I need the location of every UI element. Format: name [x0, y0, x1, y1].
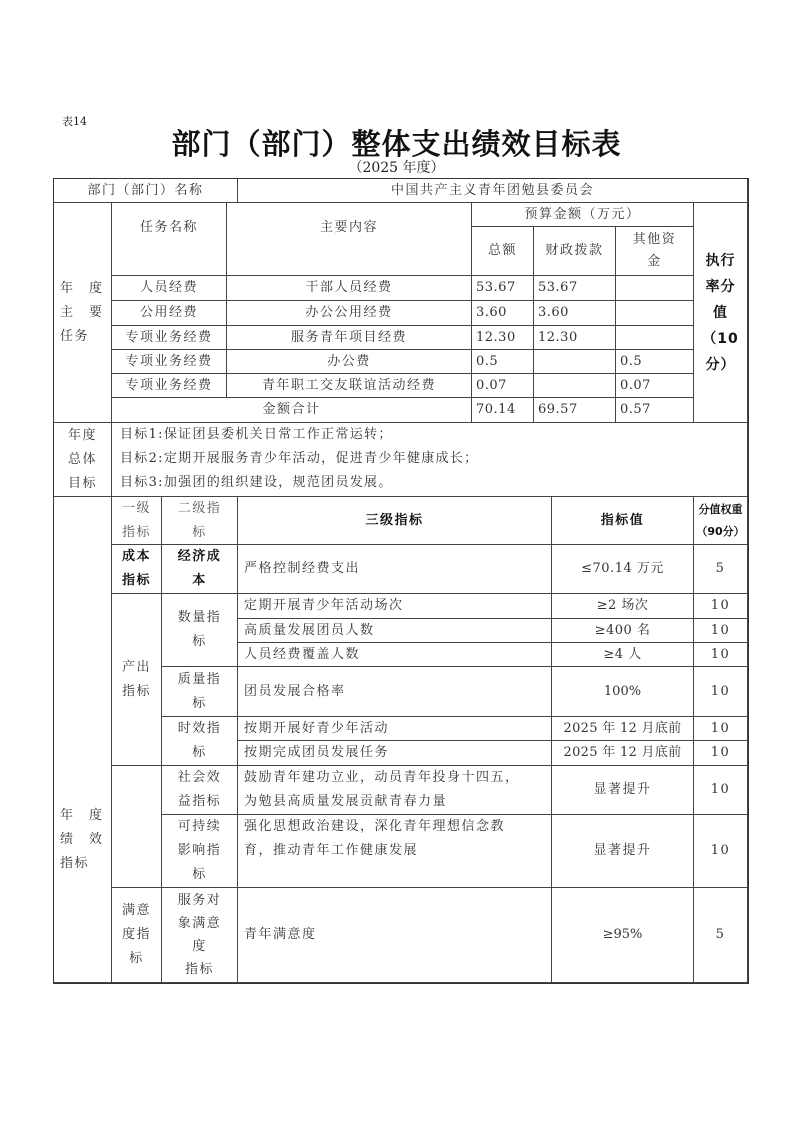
- social-value: 显著提升: [551, 765, 694, 815]
- satisfaction-level1-line: 满意: [121, 903, 151, 918]
- quantity-level2: [161, 593, 238, 667]
- satisfaction-level2: [161, 887, 238, 983]
- effect-level1: [111, 765, 162, 888]
- exec-rate-line: （10: [702, 330, 739, 347]
- task-row-total: 53.67: [471, 275, 534, 301]
- col-header-fiscal: 财政拨款: [533, 226, 616, 276]
- sustain-level2-line: 影响指: [177, 843, 222, 858]
- quantity-weight: 10: [693, 593, 748, 619]
- goal-item: 目标3:加强团的组织建设，规范团员发展。: [120, 475, 393, 490]
- task-row-total: 0.5: [471, 349, 534, 374]
- goal-item: 目标2:定期开展服务青少年活动，促进青少年健康成长；: [120, 451, 479, 466]
- col-header-level1: [111, 496, 162, 545]
- output-level1: [111, 593, 162, 766]
- col-header-weight-line: （90分）: [696, 524, 745, 538]
- timeliness-value: 2025 年 12 月底前: [551, 716, 694, 741]
- task-row-content: 青年职工交友联谊活动经费: [226, 373, 472, 398]
- col-header-other-line: 其他资: [632, 232, 677, 247]
- quality-level3: 团员发展合格率: [237, 666, 552, 717]
- cost-level2-line: 本: [192, 573, 207, 588]
- social-level2-line: 益指标: [177, 794, 222, 809]
- cost-level1-line: 成本: [121, 549, 151, 564]
- timeliness-level3: 按期开展好青少年活动: [237, 716, 552, 741]
- indicators-section-label-line: 年 度: [60, 807, 104, 823]
- exec-rate-line: 率分: [705, 278, 736, 295]
- task-row-other: 0.5: [615, 349, 694, 374]
- col-header-weight: [693, 496, 748, 545]
- task-row-fiscal: [533, 349, 616, 374]
- task-row-content: 办公公用经费: [226, 300, 472, 326]
- cost-level3: 严格控制经费支出: [237, 544, 552, 594]
- col-header-content: [226, 202, 472, 276]
- goals-section-label-line: 总体: [67, 451, 97, 467]
- social-level3: [237, 765, 552, 815]
- sustain-level2-line: 可持续: [177, 819, 222, 834]
- indicators-section-label-line: 绩 效: [60, 831, 104, 847]
- sustain-level3-line: 强化思想政治建设，深化青年理想信念教: [244, 819, 506, 834]
- quantity-level2-line: 数量指: [177, 610, 222, 625]
- task-row-name: 专项业务经费: [111, 325, 227, 350]
- col-header-value: 指标值: [551, 496, 694, 545]
- task-row-content: 干部人员经费: [226, 275, 472, 301]
- col-header-total: 总额: [471, 226, 534, 276]
- goals-content: [111, 422, 748, 497]
- task-row-other: [615, 325, 694, 350]
- task-row-name: 公用经费: [111, 300, 227, 326]
- cost-level1-line: 指标: [121, 573, 151, 588]
- output-level1-line: 指标: [121, 683, 151, 699]
- quality-value: 100%: [551, 666, 694, 717]
- sum-label: 金额合计: [111, 397, 472, 423]
- task-row-other: 0.07: [615, 373, 694, 398]
- task-row-other: [615, 275, 694, 301]
- quantity-value: ≥2 场次: [551, 593, 694, 619]
- exec-rate-line: 执行: [705, 252, 736, 269]
- sustain-level2-line: 标: [192, 867, 207, 882]
- page-subtitle-year: （2025 年度）: [348, 160, 445, 176]
- task-row-total: 0.07: [471, 373, 534, 398]
- output-level1-line: 产出: [121, 659, 151, 675]
- tasks-section-label-line: 主 要: [60, 304, 104, 320]
- task-row-content: 办公费: [226, 349, 472, 374]
- task-row-other: [615, 300, 694, 326]
- task-row-name: 专项业务经费: [111, 373, 227, 398]
- dept-name-label: 部门（部门）名称: [53, 178, 238, 203]
- quantity-level3: 人员经费覆盖人数: [237, 642, 552, 667]
- timeliness-level2: [161, 716, 238, 766]
- quantity-level3: 定期开展青少年活动场次: [237, 593, 552, 619]
- goals-section-label-line: 目标: [67, 475, 97, 491]
- goal-item: 目标1:保证团县委机关日常工作正常运转；: [120, 427, 393, 442]
- quantity-value: ≥400 名: [551, 618, 694, 643]
- satisfaction-value: ≥95%: [551, 887, 694, 983]
- quantity-level3: 高质量发展团员人数: [237, 618, 552, 643]
- task-row-fiscal: [533, 373, 616, 398]
- timeliness-value: 2025 年 12 月底前: [551, 740, 694, 766]
- sum-fiscal: 69.57: [533, 397, 616, 423]
- timeliness-weight: 10: [693, 716, 748, 741]
- social-weight: 10: [693, 765, 748, 815]
- timeliness-level3: 按期完成团员发展任务: [237, 740, 552, 766]
- quantity-value: ≥4 人: [551, 642, 694, 667]
- satisfaction-level2-line: 指标: [184, 962, 214, 977]
- satisfaction-level3: 青年满意度: [237, 887, 552, 983]
- col-header-weight-line: 分值权重: [698, 502, 743, 516]
- col-header-other: [615, 226, 694, 276]
- timeliness-weight: 10: [693, 740, 748, 766]
- quality-level2-line: 质量指: [177, 671, 222, 687]
- col-header-task-name: [111, 202, 227, 276]
- satisfaction-level1-line: 标: [129, 951, 144, 966]
- goals-section-label-line: 年度: [67, 427, 97, 443]
- col-header-level2-line: 二级指: [177, 500, 222, 516]
- satisfaction-level2-line: 度: [192, 939, 207, 954]
- tasks-section-label: [53, 202, 112, 423]
- quantity-weight: 10: [693, 642, 748, 667]
- col-header-level2-line: 标: [192, 524, 207, 540]
- col-header-other-line: 金: [647, 254, 662, 269]
- social-level2-line: 社会效: [177, 770, 222, 785]
- social-level2: [161, 765, 238, 815]
- task-row-fiscal: 3.60: [533, 300, 616, 326]
- satisfaction-level1-line: 度指: [121, 927, 151, 942]
- task-row-name: 专项业务经费: [111, 349, 227, 374]
- cost-value: ≤70.14 万元: [551, 544, 694, 594]
- quality-weight: 10: [693, 666, 748, 717]
- indicators-section-label-line: 指标: [60, 855, 90, 871]
- tasks-section-label-line: 任务: [60, 328, 90, 344]
- task-row-total: 3.60: [471, 300, 534, 326]
- indicators-section-label: [53, 496, 112, 983]
- sustain-level3: [237, 814, 552, 888]
- table-number: 表14: [62, 115, 87, 128]
- timeliness-level2-line: 时效指: [177, 721, 222, 736]
- task-row-fiscal: 53.67: [533, 275, 616, 301]
- exec-rate-line: 分）: [705, 356, 736, 373]
- exec-rate-line: 值: [713, 304, 728, 321]
- quantity-weight: 10: [693, 618, 748, 643]
- social-level3-line: 为勉县高质量发展贡献青春力量: [244, 794, 448, 809]
- col-header-budget: 预算金额（万元）: [471, 202, 694, 227]
- task-row-total: 12.30: [471, 325, 534, 350]
- cost-weight: 5: [693, 544, 748, 594]
- satisfaction-level2-line: 服务对: [177, 893, 222, 908]
- col-header-level3: 三级指标: [237, 496, 552, 545]
- cost-level1: [111, 544, 162, 594]
- page-title: 部门（部门）整体支出绩效目标表: [171, 127, 622, 161]
- satisfaction-level1: [111, 887, 162, 983]
- cost-level2-line: 经济成: [177, 549, 222, 564]
- cost-level2: [161, 544, 238, 594]
- social-level3-line: 鼓励青年建功立业，动员青年投身十四五，: [244, 770, 520, 785]
- timeliness-level2-line: 标: [192, 745, 207, 760]
- dept-name-value: 中国共产主义青年团勉县委员会: [237, 178, 748, 203]
- sustain-level2: [161, 814, 238, 888]
- exec-rate-header: [693, 202, 748, 423]
- sustain-value: 显著提升: [551, 814, 694, 888]
- quality-level2-line: 标: [192, 695, 207, 711]
- col-header-level1-line: 一级: [121, 500, 151, 516]
- col-header-level1-line: 指标: [121, 524, 151, 540]
- sustain-level3-line: 育，推动青年工作健康发展: [244, 843, 419, 858]
- col-header-level2: [161, 496, 238, 545]
- task-row-fiscal: 12.30: [533, 325, 616, 350]
- col-header-content-text: 主要内容: [319, 220, 378, 235]
- quality-level2: [161, 666, 238, 717]
- sum-other: 0.57: [615, 397, 694, 423]
- col-header-task-name-text: 任务名称: [139, 220, 198, 235]
- task-row-name: 人员经费: [111, 275, 227, 301]
- tasks-section-label-line: 年 度: [60, 280, 104, 296]
- satisfaction-weight: 5: [693, 887, 748, 983]
- sum-total: 70.14: [471, 397, 534, 423]
- sustain-weight: 10: [693, 814, 748, 888]
- goals-section-label: [53, 422, 112, 497]
- satisfaction-level2-line: 象满意: [177, 916, 222, 931]
- quantity-level2-line: 标: [192, 634, 207, 649]
- task-row-content: 服务青年项目经费: [226, 325, 472, 350]
